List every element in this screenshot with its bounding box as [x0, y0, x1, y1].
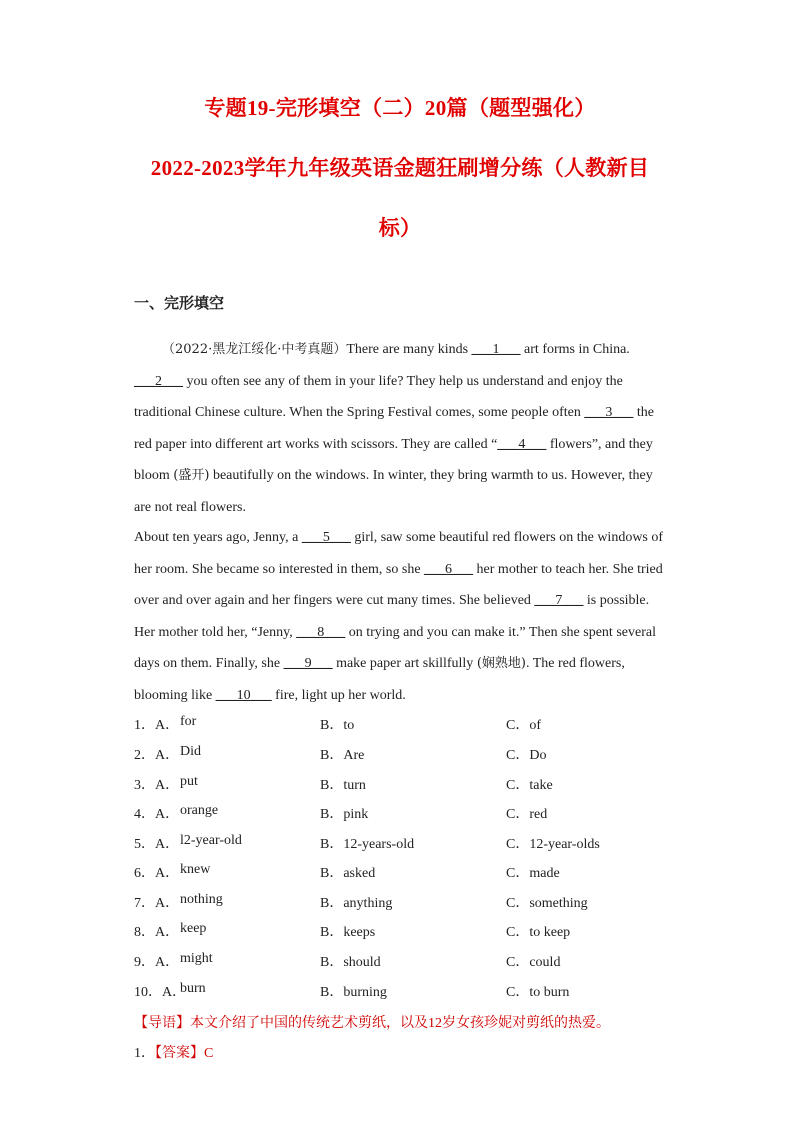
option-c: C．red: [506, 807, 548, 822]
passage-text: is possible. Her mother told her, “Jenny,: [134, 593, 650, 640]
option-b: B．should: [320, 955, 381, 970]
document-title-line-3: 标）: [378, 216, 422, 240]
option-b: B．pink: [320, 807, 369, 822]
question-number: 7．A．: [134, 896, 180, 911]
option-c: C．to burn: [506, 985, 570, 1000]
option-c: C．made: [506, 866, 560, 881]
passage-text: on trying and you can make it.” Then she spent several days on them. Finally, she: [134, 624, 656, 671]
question-number: 9．A．: [134, 955, 180, 970]
document-title-line-1: 专题19-完形填空（二）20篇（题型强化）: [204, 96, 596, 120]
blank-2: ___2___: [134, 373, 183, 389]
source-label: （2022·黑龙江绥化·中考真题）: [162, 342, 347, 357]
blank-7: ___7___: [534, 593, 584, 608]
question-number: 2．A．: [134, 748, 180, 763]
blank-4: ___4___: [497, 436, 547, 452]
option-a: nothing: [180, 892, 223, 907]
blank-3: ___3___: [584, 405, 634, 420]
passage-text: . The red flowers, blooming like: [134, 656, 625, 703]
question-number: 1．A．: [134, 718, 180, 733]
option-c: C．could: [506, 955, 561, 970]
passage-text: flowers”, and they bloom: [134, 436, 653, 483]
question-number: 5．A．: [134, 837, 180, 852]
passage-text: fire, light up her world.: [271, 687, 406, 703]
option-b: B．to: [320, 718, 355, 733]
section-heading: 一、完形填空: [134, 296, 225, 312]
question-number: 10．A．: [134, 985, 187, 1000]
passage-text: About ten years ago, Jenny, a: [134, 530, 302, 545]
passage-text: her mother to teach her. She tried over and over again and her fingers were cut many times. She believed: [134, 561, 663, 608]
option-c: C．take: [506, 778, 553, 793]
option-b: B．asked: [320, 866, 376, 881]
blank-5: ___5___: [301, 530, 351, 545]
gloss-skillfully: (娴熟地): [476, 656, 526, 671]
option-b: B．burning: [320, 985, 387, 1000]
option-c: C．Do: [506, 748, 547, 763]
passage-text: art forms in China.: [520, 342, 630, 357]
blank-1: ___1___: [471, 342, 521, 357]
option-c: C．12-year-olds: [506, 837, 600, 852]
option-a: burn: [180, 981, 206, 996]
option-a: knew: [180, 862, 211, 877]
gloss-bloom: (盛开): [173, 468, 210, 483]
blank-9: ___9___: [283, 656, 333, 671]
option-a: put: [180, 774, 198, 789]
option-a: orange: [180, 803, 219, 818]
passage-paragraph-2: [134, 522, 669, 711]
passage-text: make paper art skillfully: [332, 656, 477, 671]
option-a: keep: [180, 921, 207, 936]
option-c: C．something: [506, 896, 588, 911]
blank-6: ___6___: [424, 561, 474, 577]
option-b: B．keeps: [320, 925, 376, 940]
blank-8: ___8___: [296, 624, 346, 640]
option-c: C．to keep: [506, 925, 571, 940]
question-number: 3．A．: [134, 778, 180, 793]
passage-text: girl, saw some beautiful red flowers on the windows of her room. She became so interested in them, so she: [134, 530, 664, 577]
option-a: l2-year-old: [180, 833, 242, 848]
question-number: 4．A．: [134, 807, 180, 822]
blank-10: ___10___: [215, 687, 272, 703]
document-title-line-2: 2022-2023学年九年级英语金题狂刷增分练（人教新目: [150, 156, 650, 180]
answer-line: [134, 1042, 213, 1062]
option-b: B．anything: [320, 896, 393, 911]
answer-number: 1．: [134, 1046, 155, 1061]
option-b: B．Are: [320, 748, 365, 763]
option-b: B．12-years-old: [320, 837, 415, 852]
passage-text: beautifully on the windows. In winter, they bring warmth to us. However, they are not real flowers.: [134, 468, 653, 515]
option-a: Did: [180, 744, 201, 759]
question-number: 8．A．: [134, 925, 180, 940]
passage-text: There are many kinds: [346, 342, 472, 357]
guide-text: 【导语】本文介绍了中国的传统艺术剪纸，以及12岁女孩珍妮对剪纸的热爱。: [134, 1016, 610, 1031]
passage-text: you often see any of them in your life? They help us understand and enjoy the traditional Chinese culture. When the Spring Festival comes, some people often: [134, 373, 623, 420]
option-b: B．turn: [320, 778, 366, 793]
answer-value: C: [204, 1046, 214, 1061]
option-a: might: [180, 951, 213, 966]
option-a: for: [180, 714, 197, 729]
answer-tag: 【答案】: [155, 1046, 204, 1061]
passage-text: the red paper into different art works with scissors. They are called “: [134, 405, 654, 452]
passage-paragraph-1: [134, 334, 669, 523]
option-c: C．of: [506, 718, 541, 733]
question-number: 6．A．: [134, 866, 180, 881]
